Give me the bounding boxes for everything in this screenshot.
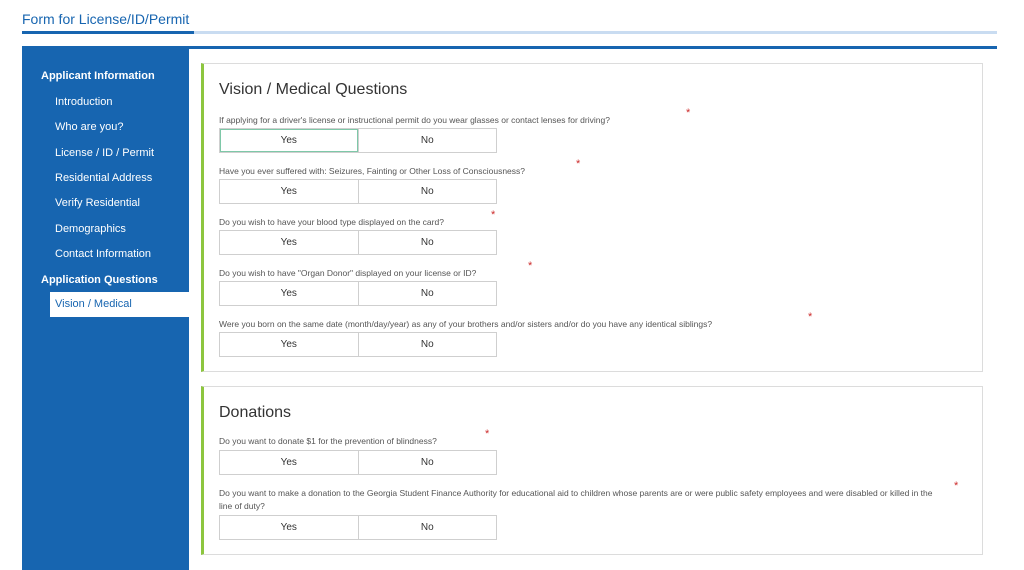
siblings-yes-no xyxy=(219,332,497,357)
gsfa-donation-no-button[interactable]: No xyxy=(358,516,497,539)
required-marker: * xyxy=(576,158,581,170)
donations-card xyxy=(201,386,983,555)
sidebar-item-demographics[interactable]: Demographics xyxy=(55,223,126,235)
blood-type-no-button[interactable]: No xyxy=(358,231,497,254)
siblings-no-button[interactable]: No xyxy=(358,333,497,356)
required-marker: * xyxy=(485,428,490,440)
required-marker: * xyxy=(686,107,691,119)
page-title: Form for License/ID/Permit xyxy=(22,11,190,27)
blood-type-yes-no xyxy=(219,230,497,255)
blindness-donation-yes-no xyxy=(219,450,497,475)
sidebar-item-who-are-you[interactable]: Who are you? xyxy=(55,121,124,133)
seizures-yes-button[interactable]: Yes xyxy=(280,186,297,197)
required-marker: * xyxy=(491,209,496,221)
glasses-no-button[interactable]: No xyxy=(358,129,497,152)
sidebar-section-application-questions: Application Questions xyxy=(41,274,158,286)
question-seizures: Have you ever suffered with: Seizures, Fainting or Other Loss of Consciousness? xyxy=(219,166,525,176)
glasses-yes-no xyxy=(219,128,497,153)
gsfa-donation-yes-button[interactable]: Yes xyxy=(280,522,297,533)
organ-donor-yes-no xyxy=(219,281,497,306)
sidebar-item-license-id-permit[interactable]: License / ID / Permit xyxy=(55,147,155,159)
seizures-yes-no xyxy=(219,179,497,204)
sidebar-item-introduction[interactable]: Introduction xyxy=(55,96,113,108)
question-organ-donor: Do you wish to have "Organ Donor" displayed on your license or ID? xyxy=(219,268,477,278)
sidebar-section-applicant-information: Applicant Information xyxy=(41,70,155,82)
required-marker: * xyxy=(808,311,813,323)
seizures-no-button[interactable]: No xyxy=(358,180,497,203)
question-siblings: Were you born on the same date (month/day/year) as any of your brothers and/or sisters and/or do you have any identical siblings? xyxy=(219,319,713,329)
sidebar-item-contact-information[interactable]: Contact Information xyxy=(55,248,151,260)
glasses-yes-button[interactable]: Yes xyxy=(220,129,358,152)
sidebar-item-residential-address[interactable]: Residential Address xyxy=(55,172,153,184)
sidebar-nav xyxy=(22,49,189,570)
required-marker: * xyxy=(528,260,533,272)
sidebar-item-vision-medical[interactable]: Vision / Medical xyxy=(50,292,189,317)
siblings-yes-button[interactable]: Yes xyxy=(280,339,297,350)
question-glasses: If applying for a driver's license or instructional permit do you wear glasses or contact lenses for driving? xyxy=(219,115,610,125)
title-divider-accent xyxy=(22,31,194,34)
blindness-donation-no-button[interactable]: No xyxy=(358,451,497,474)
organ-donor-yes-button[interactable]: Yes xyxy=(280,288,297,299)
question-blindness-donation: Do you want to donate $1 for the prevention of blindness? xyxy=(219,436,437,446)
gsfa-donation-yes-no xyxy=(219,515,497,540)
organ-donor-no-button[interactable]: No xyxy=(358,282,497,305)
vision-medical-card xyxy=(201,63,983,372)
vision-medical-title: Vision / Medical Questions xyxy=(219,81,408,98)
question-gsfa-donation: Do you want to make a donation to the Georgia Student Finance Authority for educational aid to children whose parents are or were public safety employees and were disabled or killed in the line of duty? xyxy=(219,488,933,511)
question-blood-type: Do you wish to have your blood type displayed on the card? xyxy=(219,217,444,227)
blindness-donation-yes-button[interactable]: Yes xyxy=(280,457,297,468)
required-marker: * xyxy=(954,480,959,492)
blood-type-yes-button[interactable]: Yes xyxy=(280,237,297,248)
sidebar-item-verify-residential[interactable]: Verify Residential xyxy=(55,197,140,209)
donations-title: Donations xyxy=(219,404,292,421)
